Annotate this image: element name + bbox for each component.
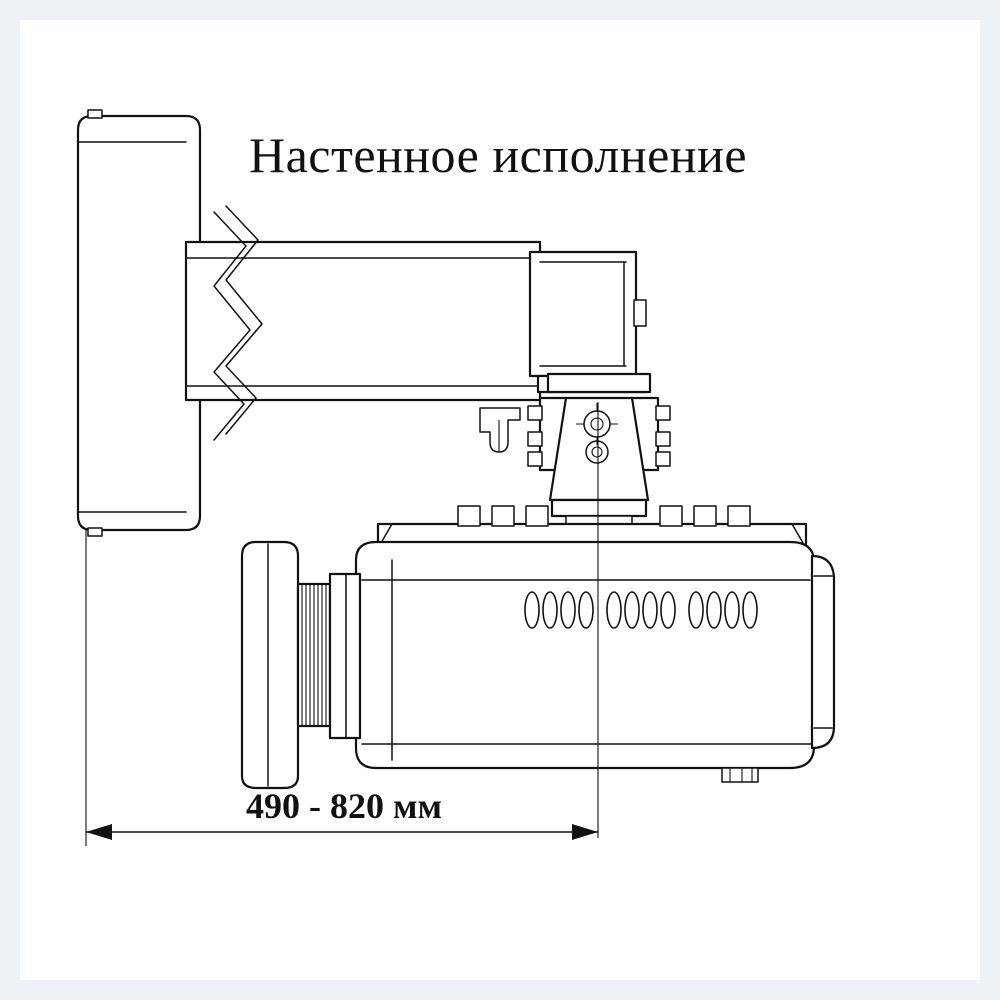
wall-mount-plate <box>78 110 200 536</box>
diagram-title: Настенное исполнение <box>249 127 748 183</box>
projector-body <box>356 542 834 782</box>
projector-lens <box>242 542 360 788</box>
swivel-mount-head <box>528 374 670 545</box>
dimension-label: 490 - 820 мм <box>246 786 443 826</box>
